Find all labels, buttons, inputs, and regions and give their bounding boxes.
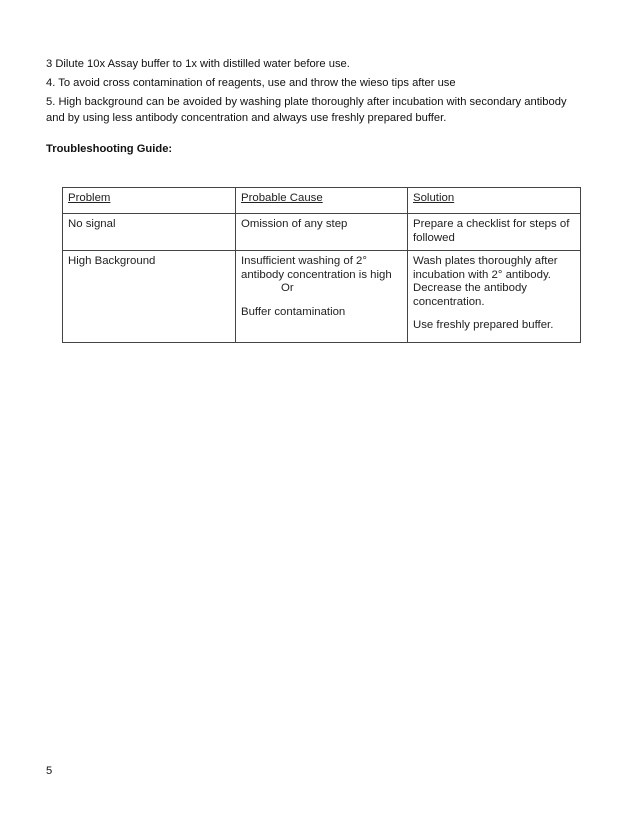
header-cause-label: Probable Cause [241,192,323,204]
table-header-row [63,188,581,214]
section-heading: Troubleshooting Guide: [46,143,173,155]
solution-cell [408,214,581,251]
cause-line: antibody concentration is high [241,268,392,281]
solution-cell [408,251,581,343]
table-row [63,251,581,343]
cause-cell [236,214,408,251]
instruction-4: 4. To avoid cross contamination of reagents, use and throw the wieso tips after use [46,77,456,89]
cause-cell [236,251,408,343]
instruction-5-line-1: 5. High background can be avoided by washing plate thoroughly after incubation with secondary antibody [46,96,567,108]
cause-line: Buffer contamination [241,305,346,318]
problem-cell [63,251,236,343]
header-problem-label: Problem [68,192,111,204]
solution-line: followed [413,231,455,244]
solution-line: Wash plates thoroughly after [413,255,558,267]
instruction-5-line-2: and by using less antibody concentration and always use freshly prepared buffer. [46,112,447,124]
solution-line: Prepare a checklist for steps of [413,218,570,230]
header-cell-cause [236,188,408,214]
page-number: 5 [46,765,53,777]
problem-text: High Background [68,255,156,267]
header-solution-label: Solution [413,192,455,204]
cause-or-connector: Or [281,282,294,294]
solution-line: Use freshly prepared buffer. [413,319,554,331]
instruction-3: 3 Dilute 10x Assay buffer to 1x with distilled water before use. [46,58,350,70]
header-cell-problem [63,188,236,214]
solution-line: Decrease the antibody [413,282,527,294]
cause-line: Insufficient washing of 2° [241,255,367,267]
table-row [63,214,581,251]
solution-line: incubation with 2° antibody. [413,268,551,281]
header-cell-solution [408,188,581,214]
troubleshooting-table [62,187,581,343]
solution-line: concentration. [413,295,485,308]
problem-cell [63,214,236,251]
cause-line: Omission of any step [241,218,348,230]
problem-text: No signal [68,218,116,230]
